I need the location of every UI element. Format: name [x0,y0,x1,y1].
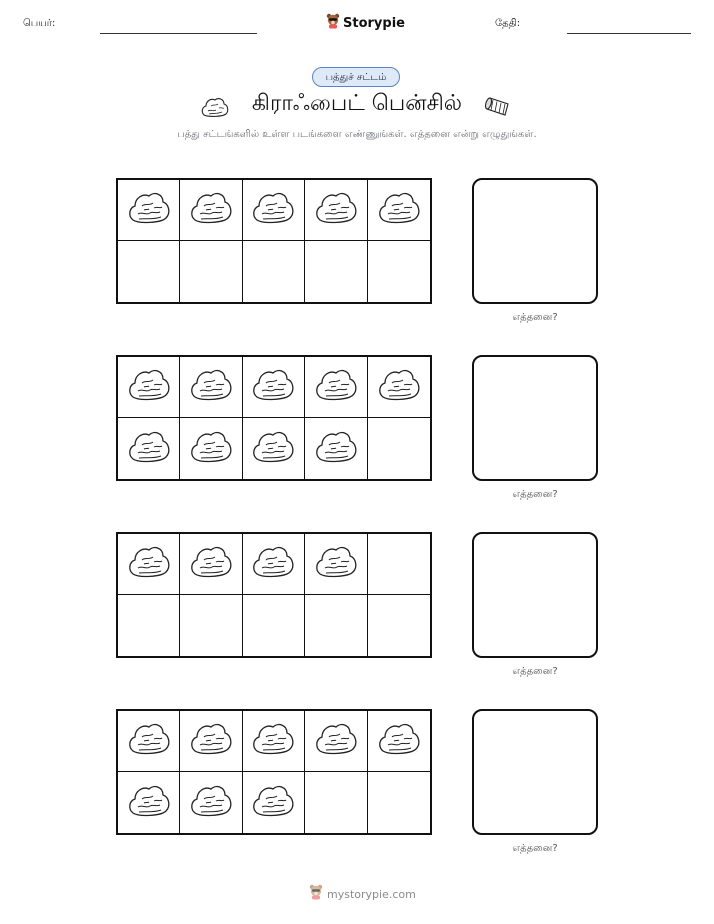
frame-cell [118,180,180,241]
frame-cell [243,418,305,479]
frame-cell [118,534,180,595]
frame-cell [305,418,367,479]
graphite-chunk-icon [127,428,171,470]
graphite-chunk-icon [251,189,295,231]
instructions: பத்து சட்டங்களில் உள்ள படங்களை எண்ணுங்கள். எத்தனை என்று எழுதுங்கள். [177,129,537,140]
frame-cell [243,534,305,595]
graphite-chunk-icon [127,720,171,762]
graphite-chunk-icon [377,720,421,762]
frame-cell [118,595,180,656]
ten-frame-4 [116,709,432,835]
graphite-chunk-icon [377,366,421,408]
frame-cell [368,241,430,302]
frame-cell [305,711,367,772]
answer-prompt-2: எத்தனை? [512,489,558,500]
frame-cell [180,772,242,833]
frame-cell [180,357,242,418]
frame-cell [368,418,430,479]
frame-cell [305,534,367,595]
graphite-chunk-icon [251,543,295,585]
answer-box-3[interactable] [472,532,598,658]
graphite-chunk-icon [127,189,171,231]
ten-frame-2 [116,355,432,481]
graphite-chunk-icon [314,543,358,585]
date-label: தேதி: [495,18,521,29]
ten-frame-1 [116,178,432,304]
graphite-chunk-icon [314,366,358,408]
graphite-chunk-icon [189,189,233,231]
bear-logo-icon [326,13,340,33]
frame-cell [305,357,367,418]
graphite-chunk-icon [127,782,171,824]
worksheet-tag: பத்துச் சட்டம் [312,67,400,87]
frame-cell [118,418,180,479]
answer-box-4[interactable] [472,709,598,835]
graphite-chunk-icon [314,428,358,470]
frame-cell [118,241,180,302]
answer-box-1[interactable] [472,178,598,304]
frame-cell [118,357,180,418]
frame-cell [180,180,242,241]
frame-cell [180,711,242,772]
frame-cell [305,772,367,833]
frame-cell [180,534,242,595]
graphite-chunk-icon [251,366,295,408]
ten-frame-3 [116,532,432,658]
brand-name: Storypie [343,15,405,31]
graphite-chunk-icon [189,366,233,408]
frame-cell [118,711,180,772]
graphite-chunk-icon [189,543,233,585]
frame-cell [243,595,305,656]
frame-cell [243,180,305,241]
frame-cell [180,595,242,656]
footer [309,884,416,904]
brand-logo [326,13,405,33]
frame-cell [243,241,305,302]
footer-site[interactable]: mystorypie.com [327,887,416,901]
frame-cell [368,772,430,833]
answer-prompt-3: எத்தனை? [512,666,558,677]
frame-cell [243,711,305,772]
frame-cell [243,357,305,418]
name-label: பெயர்: [23,18,56,29]
frame-cell [368,180,430,241]
graphite-chunk-icon [189,720,233,762]
graphite-chunk-icon [314,189,358,231]
graphite-chunk-icon [251,782,295,824]
frame-cell [305,595,367,656]
graphite-chunk-icon [189,782,233,824]
worksheet-title: கிராஃபைட் பென்சில் [251,91,463,116]
graphite-chunk-icon [127,366,171,408]
graphite-chunk-icon [314,720,358,762]
frame-cell [180,241,242,302]
frame-cell [118,772,180,833]
frame-cell [368,534,430,595]
graphite-chunk-icon [377,189,421,231]
graphite-chunk-icon [189,428,233,470]
frame-cell [368,711,430,772]
frame-cell [368,357,430,418]
frame-cell [368,595,430,656]
graphite-chunk-icon [127,543,171,585]
graphite-chunk-icon [251,428,295,470]
frame-cell [305,180,367,241]
frame-cell [243,772,305,833]
graphite-chunk-icon [251,720,295,762]
answer-prompt-1: எத்தனை? [512,312,558,323]
date-line[interactable] [567,33,691,34]
frame-cell [305,241,367,302]
frame-cell [180,418,242,479]
pencil-log-icon [483,94,515,122]
answer-prompt-4: எத்தனை? [512,843,558,854]
answer-box-2[interactable] [472,355,598,481]
name-line[interactable] [100,33,257,34]
bear-logo-icon [309,884,323,904]
